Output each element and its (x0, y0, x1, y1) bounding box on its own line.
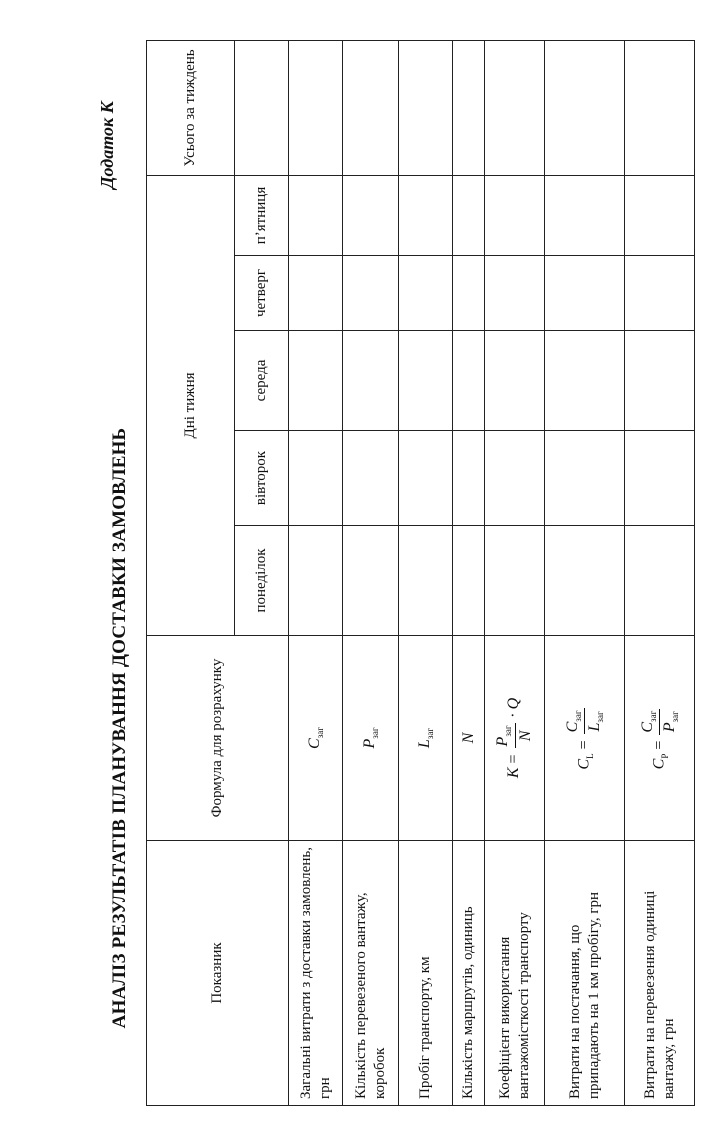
value-cell[interactable] (625, 331, 695, 431)
formula-equals: = (650, 740, 668, 750)
numerator-symbol: C (638, 721, 656, 733)
denominator-symbol: L (586, 722, 603, 732)
value-cell[interactable] (545, 431, 625, 526)
formula-symbol: L (415, 739, 433, 749)
analysis-table (146, 40, 695, 1106)
numerator-symbol: P (494, 736, 512, 747)
analysis-table-wrapper (146, 41, 681, 1106)
value-cell[interactable] (485, 526, 545, 636)
denominator-subscript: заг (595, 711, 606, 723)
row-indicator: Кількість маршрутів, одиниць (453, 841, 485, 1106)
value-cell[interactable] (545, 41, 625, 176)
header-day-monday: понеділок (235, 526, 289, 636)
value-cell[interactable] (625, 41, 695, 176)
value-cell[interactable] (453, 256, 485, 331)
fraction-denominator (585, 709, 606, 733)
formula-symbol: P (360, 738, 378, 749)
value-cell[interactable] (289, 526, 343, 636)
formula-lhs: K (505, 767, 523, 779)
header-day-wednesday: середа (235, 331, 289, 431)
formula-equals: = (505, 754, 523, 764)
table-row (289, 41, 343, 1106)
table-row (545, 41, 625, 1106)
fraction-denominator (660, 709, 681, 734)
value-cell[interactable] (453, 176, 485, 256)
page-title: АНАЛІЗ РЕЗУЛЬТАТІВ ПЛАНУВАННЯ ДОСТАВКИ ЗАМОВЛЕНЬ (109, 427, 130, 1029)
row-indicator: Загальні витрати з доставки замовлень, грн (289, 841, 343, 1106)
value-cell[interactable] (453, 526, 485, 636)
value-cell[interactable] (453, 431, 485, 526)
formula-subscript: заг (369, 727, 380, 739)
row-indicator: Пробіг транспорту, км (399, 841, 453, 1106)
row-indicator: Кількість перевезеного вантажу, коробок (343, 841, 399, 1106)
row-formula (289, 636, 343, 841)
header-weekly-total: Усього за тиждень (147, 41, 235, 176)
formula-symbol: C (305, 738, 323, 749)
formula-lhs-subscript: P (659, 753, 670, 759)
numerator-subscript: заг (503, 725, 514, 737)
table-row (343, 41, 399, 1106)
numerator-symbol: C (563, 721, 581, 733)
value-cell[interactable] (545, 526, 625, 636)
value-cell[interactable] (453, 331, 485, 431)
value-cell[interactable] (289, 431, 343, 526)
value-cell[interactable] (343, 41, 399, 176)
formula-multiplier: · Q (505, 697, 523, 718)
formula-fraction (493, 723, 535, 748)
annex-label: Додаток К (96, 101, 117, 189)
value-cell[interactable] (625, 431, 695, 526)
header-indicator: Показник (147, 841, 289, 1106)
value-cell[interactable] (545, 256, 625, 331)
row-indicator: Витрати на перевезення одиниці вантажу, грн (625, 841, 695, 1106)
numerator-subscript: заг (647, 710, 658, 722)
table-row (625, 41, 695, 1106)
row-formula (399, 636, 453, 841)
row-formula (485, 636, 545, 841)
value-cell[interactable] (289, 176, 343, 256)
formula-equals: = (575, 740, 593, 750)
row-formula (343, 636, 399, 841)
value-cell[interactable] (399, 331, 453, 431)
formula-fraction (638, 709, 682, 735)
value-cell[interactable] (343, 331, 399, 431)
row-formula (545, 636, 625, 841)
denominator-subscript: заг (670, 711, 681, 723)
formula-fraction (563, 708, 607, 734)
value-cell[interactable] (625, 256, 695, 331)
formula-lhs: C (650, 758, 668, 770)
header-day-friday: п’ятниця (235, 176, 289, 256)
row-formula (625, 636, 695, 841)
formula-subscript: заг (314, 727, 325, 739)
header-day-thursday: четверг (235, 256, 289, 331)
value-cell[interactable] (625, 176, 695, 256)
value-cell[interactable] (485, 41, 545, 176)
value-cell[interactable] (289, 331, 343, 431)
numerator-subscript: заг (572, 710, 583, 722)
row-formula (453, 636, 485, 841)
value-cell[interactable] (625, 526, 695, 636)
denominator-symbol: N (516, 730, 534, 742)
fraction-numerator (563, 708, 585, 734)
value-cell[interactable] (545, 176, 625, 256)
formula-subscript: заг (424, 727, 435, 740)
denominator-symbol: P (661, 722, 678, 733)
table-row (399, 41, 453, 1106)
value-cell[interactable] (545, 331, 625, 431)
value-cell[interactable] (289, 256, 343, 331)
value-cell[interactable] (343, 176, 399, 256)
value-cell[interactable] (453, 41, 485, 176)
fraction-numerator (638, 709, 660, 735)
value-cell[interactable] (289, 41, 343, 176)
value-cell[interactable] (485, 256, 545, 331)
value-cell[interactable] (485, 176, 545, 256)
value-cell[interactable] (399, 41, 453, 176)
value-cell[interactable] (399, 526, 453, 636)
fraction-denominator (516, 729, 536, 744)
formula-lhs: C (575, 758, 593, 770)
value-cell[interactable] (399, 431, 453, 526)
formula-lhs-subscript: L (584, 753, 595, 759)
header-formula: Формула для розрахунку (147, 636, 289, 841)
value-cell[interactable] (399, 176, 453, 256)
header-day-tuesday: вівторок (235, 431, 289, 526)
formula-symbol: N (459, 732, 477, 744)
row-indicator: Коефіцієнт використання вантажомісткості транспорту (485, 841, 545, 1106)
value-cell[interactable] (343, 256, 399, 331)
header-total-empty (235, 41, 289, 176)
value-cell[interactable] (399, 256, 453, 331)
table-row (485, 41, 545, 1106)
header-days-of-week: Дні тижня (147, 176, 235, 636)
fraction-numerator (493, 723, 515, 748)
table-row (453, 41, 485, 1106)
row-indicator: Витрати на постачання, що припадають на 1 км пробігу, грн (545, 841, 625, 1106)
value-cell[interactable] (485, 431, 545, 526)
value-cell[interactable] (343, 431, 399, 526)
value-cell[interactable] (343, 526, 399, 636)
value-cell[interactable] (485, 331, 545, 431)
